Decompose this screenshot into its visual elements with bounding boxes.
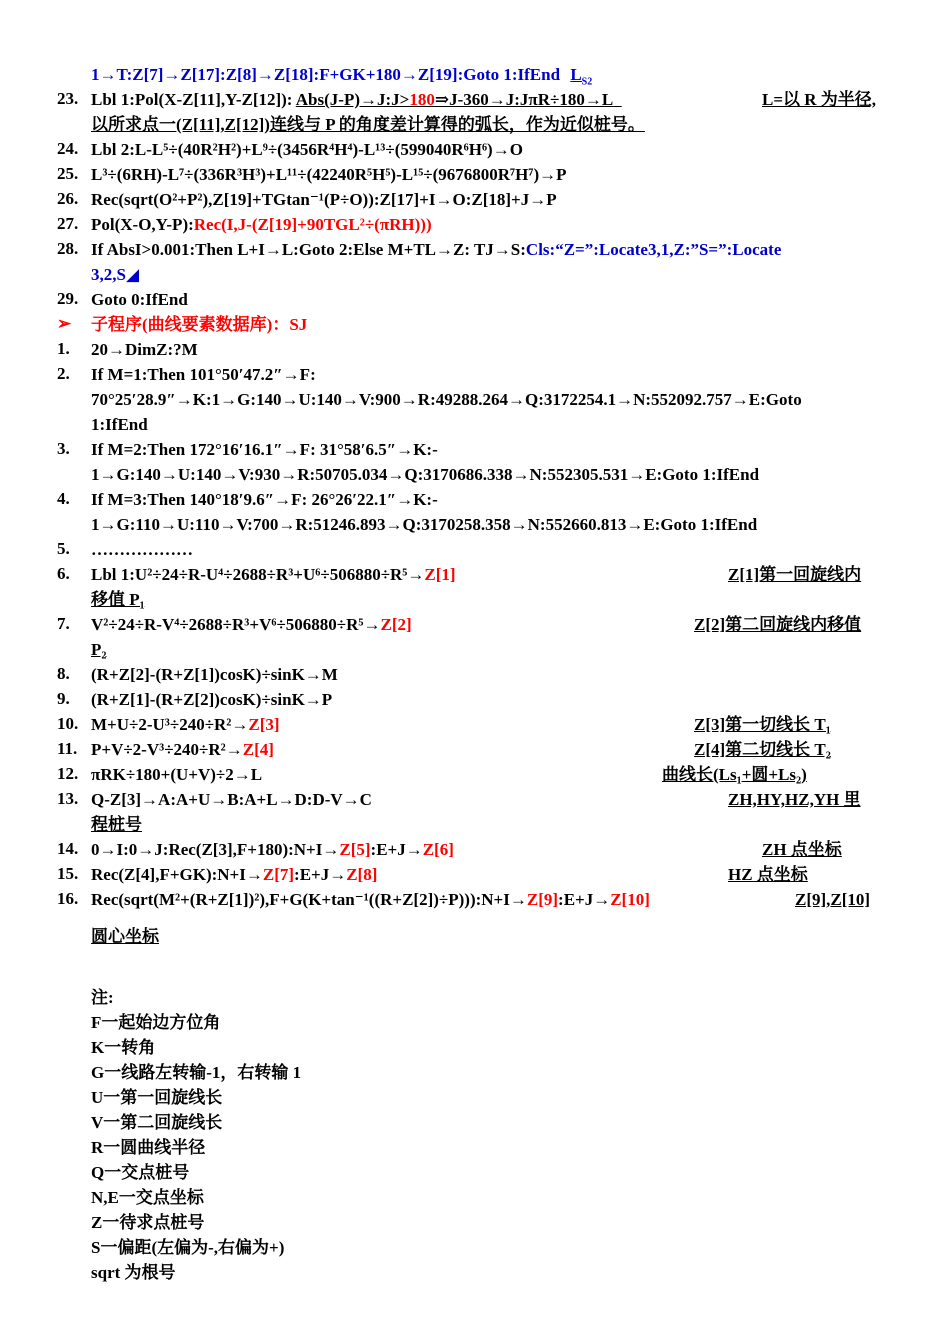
- code-text: 1→T:Z[7]→Z[17]:Z[8]→Z[18]:F+GK+180→Z[19]:Goto 1:IfEnd: [91, 65, 561, 84]
- code-text: Lbl 1:Pol(X-Z[11],Y-Z[12]):: [91, 90, 296, 109]
- sub-line-3: If M=2:Then 172°16′16.1″→F: 31°58′6.5″→K:-: [91, 440, 438, 459]
- note-23: L=以 R 为半径,: [762, 90, 877, 109]
- line-number-s9: 9.: [57, 689, 70, 708]
- note-s16-cont: 圆心坐标: [91, 927, 159, 946]
- line-number-s5: 5.: [57, 539, 70, 558]
- line-number-s4: 4.: [57, 489, 70, 508]
- code-text: 0→I:0→J:Rec(Z[3],F+180):N+I→: [91, 840, 340, 859]
- code-text-red: Z[6]: [422, 840, 454, 859]
- code-text-red: Z[3]: [248, 715, 280, 734]
- code-text-red: Rec(I,J-(Z[19]+90TGL²÷(πRH))): [193, 215, 432, 234]
- code-line-22-cont: [91, 64, 592, 86]
- sub-line-6: [91, 564, 456, 586]
- code-text-red: Z[10]: [610, 890, 650, 909]
- note-item: N,E一交点坐标: [91, 1188, 204, 1207]
- sub-line-15: [91, 864, 377, 886]
- sub-line-2: If M=1:Then 101°50′47.2″→F:: [91, 365, 316, 384]
- note-item: V一第二回旋线长: [91, 1113, 223, 1132]
- line-number-28: 28.: [57, 239, 79, 258]
- code-text: If AbsI>0.001:Then L+I→L:Goto 2:Else M+TL→Z: TJ→S:: [91, 240, 526, 259]
- line-number-29: 29.: [57, 289, 79, 308]
- note-item: R一圆曲线半径: [91, 1138, 206, 1157]
- code-part: Abs(J-P)→J:J>: [295, 90, 410, 109]
- line-number-s16: 16.: [57, 889, 79, 908]
- code-text: V²÷24÷R-V⁴÷2688÷R³+V⁶÷506880÷R⁵→: [91, 615, 381, 634]
- code-text: :E+J→: [558, 890, 611, 909]
- note-s12: 曲线长(Ls₁+圆+Ls₂): [662, 765, 807, 784]
- line-number-s6: 6.: [57, 564, 70, 583]
- note-item: Q一交点桩号: [91, 1163, 190, 1182]
- sub-line-3-cont: 1→G:140→U:140→V:930→R:50705.034→Q:3170686.338→N:552305.531→E:Goto 1:IfEnd: [91, 465, 760, 484]
- code-text-red: Z[7]: [262, 865, 295, 884]
- code-text-red: Z[8]: [346, 865, 378, 884]
- code-part: ⇒J-360→J:JπR÷180→L: [434, 90, 614, 109]
- sub-line-2-cont2: 1:IfEnd: [91, 415, 148, 434]
- code-text: :E+J→: [294, 865, 347, 884]
- sub-line-1: 20→DimZ:?M: [91, 340, 198, 359]
- sub-line-7: [91, 614, 412, 636]
- code-text-red: Z[1]: [424, 565, 456, 584]
- line-number-s12: 12.: [57, 764, 79, 783]
- line-number-26: 26.: [57, 189, 79, 208]
- note-s16: Z[9],Z[10]: [795, 890, 871, 909]
- code-text: Lbl 1:U²÷24÷R-U⁴÷2688÷R³+U⁶÷506880÷R⁵→: [91, 565, 425, 584]
- line-number-s13: 13.: [57, 789, 79, 808]
- line-number-24: 24.: [57, 139, 79, 158]
- code-line-29: Goto 0:IfEnd: [91, 290, 188, 309]
- line-number-s11: 11.: [57, 739, 78, 758]
- note-item: Z一待求点桩号: [91, 1213, 205, 1232]
- code-line-27: [91, 214, 432, 236]
- code-text-red: Z[9]: [526, 890, 559, 909]
- sub-line-10: [91, 714, 280, 736]
- line-number-27: 27.: [57, 214, 79, 233]
- note-item: G一线路左转输-1，右转输 1: [91, 1063, 302, 1082]
- code-text: :E+J→: [370, 840, 423, 859]
- note-item: F一起始边方位角: [91, 1013, 221, 1032]
- note-item: S一偏距(左偏为-,右偏为+): [91, 1238, 285, 1257]
- sub-line-12: πRK÷180+(U+V)÷2→L: [91, 765, 263, 784]
- code-part-red: 180: [409, 90, 435, 109]
- ls-text: L: [570, 65, 582, 84]
- note-s7: Z[2]第二回旋线内移值: [694, 615, 862, 634]
- line-number-s10: 10.: [57, 714, 79, 733]
- sub-line-8: (R+Z[2]-(R+Z[1])cosK)÷sinK→M: [91, 665, 338, 684]
- note-s15: HZ 点坐标: [728, 865, 808, 884]
- code-text-blue: Cls:“Z=”:Locate3,1,Z:”S=”:Locate: [525, 240, 782, 259]
- code-line-26: Rec(sqrt(O²+P²),Z[19]+TGtan⁻¹(P÷O)):Z[17]+I→O:Z[18]+J→P: [91, 190, 557, 209]
- note-s6-cont: 移值 P₁: [91, 590, 145, 609]
- code-text: M+U÷2-U³÷240÷R²→: [91, 715, 249, 734]
- note-s6: Z[1]第一回旋线内: [728, 565, 862, 584]
- sub-line-4: If M=3:Then 140°18′9.6″→F: 26°26′22.1″→K:-: [91, 490, 438, 509]
- line-number-s2: 2.: [57, 364, 70, 383]
- code-line-23: [91, 89, 622, 111]
- line-number-s15: 15.: [57, 864, 79, 883]
- note-item: K一转角: [91, 1038, 156, 1057]
- line-number-25: 25.: [57, 164, 79, 183]
- note-s11: Z[4]第二切线长 T₂: [694, 740, 831, 759]
- note-s13-cont: 程桩号: [91, 815, 142, 834]
- sub-line-13: Q-Z[3]→A:A+U→B:A+L→D:D-V→C: [91, 790, 372, 809]
- note-s7-cont: P₂: [91, 640, 107, 659]
- ls2-label: [570, 65, 593, 88]
- code-line-23-cont: 以所求点一(Z[11],Z[12])连线与 P 的角度差计算得的弧长，作为近似桩号。: [91, 115, 645, 134]
- sub-line-16: [91, 889, 650, 911]
- sub-line-5: ………………: [91, 540, 193, 559]
- line-number-s8: 8.: [57, 664, 70, 683]
- sub-line-2-cont: 70°25′28.9″→K:1→G:140→U:140→V:900→R:49288.264→Q:3172254.1→N:552092.757→E:Goto: [91, 390, 802, 409]
- code-text: Pol(X-O,Y-P):: [91, 215, 194, 234]
- code-text: Rec(sqrt(M²+(R+Z[1])²),F+G(K+tan⁻¹((R+Z[2])÷P))):N+I→: [91, 890, 527, 909]
- line-number-s1: 1.: [57, 339, 70, 358]
- sub-line-14: [91, 839, 454, 861]
- subroutine-title: 子程序(曲线要素数据库)：SJ: [91, 315, 308, 334]
- code-text-red: Z[4]: [242, 740, 274, 759]
- line-number-23: 23.: [57, 89, 79, 108]
- line-number-s3: 3.: [57, 439, 70, 458]
- code-line-28: [91, 239, 781, 261]
- notes-title: 注:: [91, 988, 114, 1007]
- code-text: P+V÷2-V³÷240÷R²→: [91, 740, 243, 759]
- note-s14: ZH 点坐标: [762, 840, 842, 859]
- code-line-25: L³÷(6RH)-L⁷÷(336R³H³)+L¹¹÷(42240R⁵H⁵)-L¹⁵÷(9676800R⁷H⁷)→P: [91, 165, 567, 184]
- code-text: Rec(Z[4],F+GK):N+I→: [91, 865, 263, 884]
- code-text-red: Z[5]: [339, 840, 371, 859]
- code-line-24: Lbl 2:L-L⁵÷(40R²H²)+L⁹÷(3456R⁴H⁴)-L¹³÷(599040R⁶H⁶)→O: [91, 140, 523, 159]
- note-s13: ZH,HY,HZ,YH 里: [728, 790, 861, 809]
- code-text-underlined: [296, 90, 622, 109]
- sub-line-4-cont: 1→G:110→U:110→V:700→R:51246.893→Q:3170258.358→N:552660.813→E:Goto 1:IfEnd: [91, 515, 758, 534]
- line-number-s7: 7.: [57, 614, 70, 633]
- ls-sub: S2: [581, 76, 593, 88]
- note-item: sqrt 为根号: [91, 1263, 176, 1282]
- sub-line-11: [91, 739, 274, 761]
- note-s10: Z[3]第一切线长 T₁: [694, 715, 831, 734]
- line-number-s14: 14.: [57, 839, 79, 858]
- code-text-red: Z[2]: [380, 615, 412, 634]
- bullet-arrow-icon: ➢: [57, 314, 72, 333]
- sub-line-9: (R+Z[1]-(R+Z[2])cosK)÷sinK→P: [91, 690, 333, 709]
- note-item: U一第一回旋线长: [91, 1088, 223, 1107]
- code-line-28-cont: 3,2,S◢: [91, 265, 140, 284]
